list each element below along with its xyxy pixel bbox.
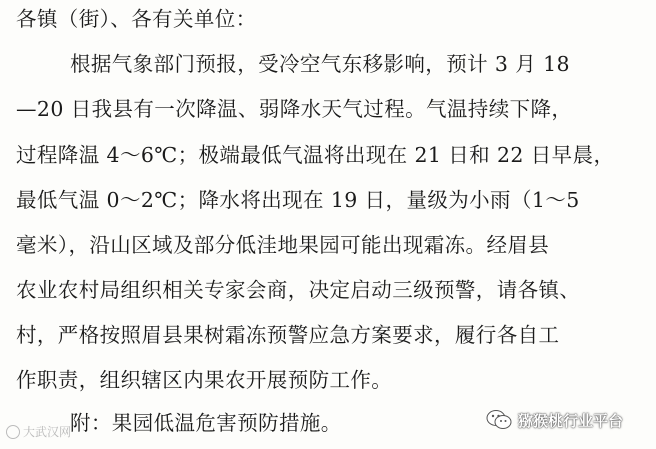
wechat-icon — [486, 409, 512, 431]
paragraph-line-5: 毫米），沿山区域及部分低洼地果园可能出现霜冻。经眉县 — [16, 233, 550, 257]
paragraph-line-6: 农业农村局组织相关专家会商，决定启动三级预警，请各镇、 — [16, 278, 581, 302]
salutation-line: 各镇（街）、各有关单位： — [16, 7, 257, 31]
paragraph-line-1: 根据气象部门预报，受冷空气东移影响，预计 3 月 18 — [70, 52, 570, 76]
watermark-right — [486, 409, 623, 431]
paragraph-line-3: 过程降温 4～6℃；极端最低气温将出现在 21 日和 22 日早晨， — [16, 143, 615, 167]
paragraph-line-4: 最低气温 0～2℃；降水将出现在 19 日，量级为小雨（1～5 — [16, 188, 580, 212]
circle-logo-icon — [6, 425, 20, 439]
paragraph-line-7: 村，严格按照眉县果树霜冻预警应急方案要求，履行各自工 — [16, 323, 560, 347]
watermark-right-text: 猕猴桃行业平台 — [518, 411, 624, 430]
watermark-left — [6, 423, 71, 440]
paragraph-line-8: 作职责，组织辖区内果农开展预防工作。 — [16, 368, 393, 392]
watermark-left-text: 大武汉网 — [23, 425, 72, 439]
paragraph-line-2: —20 日我县有一次降温、弱降水天气过程。气温持续下降， — [16, 97, 573, 121]
attachment-line: 附：果园低温危害预防措施。 — [70, 411, 342, 435]
